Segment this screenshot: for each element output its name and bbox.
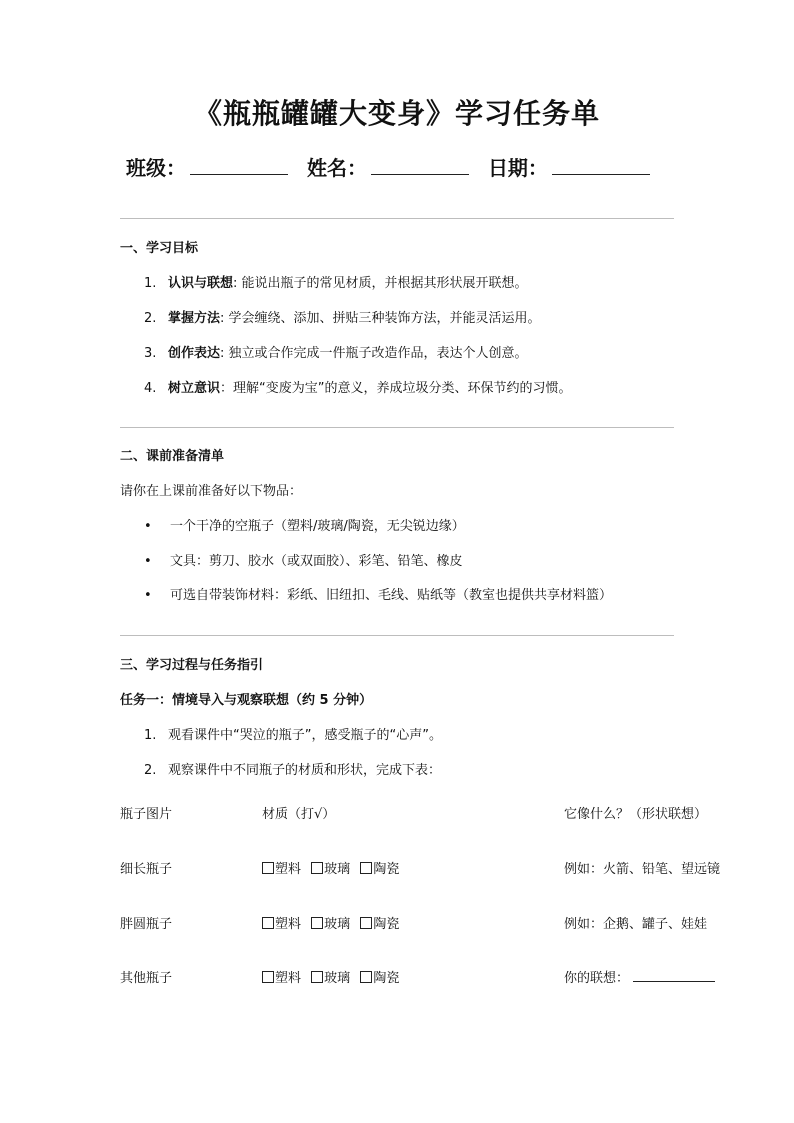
table-header-material: 材质（打√） — [262, 807, 336, 822]
table-row-association: 例如：企鹅、罐子、娃娃 — [564, 917, 708, 932]
divider — [120, 427, 674, 428]
section-heading-goals: 一、学习目标 — [120, 241, 199, 256]
step-text: 观察课件中不同瓶子的材质和形状，完成下表： — [168, 763, 442, 778]
goal-item — [144, 307, 541, 326]
goal-text: 独立或合作完成一件瓶子改造作品，表达个人创意。 — [228, 346, 528, 361]
material-options — [262, 913, 405, 932]
prep-item-text: 文具：剪刀、胶水（或双面胶）、彩笔、铅笔、橡皮 — [170, 554, 463, 569]
checkbox-icon[interactable] — [311, 971, 323, 983]
goal-text: 能说出瓶子的常见材质，并根据其形状展开联想。 — [241, 276, 528, 291]
checkbox-icon[interactable] — [360, 917, 372, 929]
goal-key: 树立意识 — [168, 381, 221, 396]
step-number: 1. — [144, 728, 157, 743]
checkbox-icon[interactable] — [360, 971, 372, 983]
table-row-association — [564, 967, 715, 986]
task-step — [144, 759, 441, 778]
checkbox-icon[interactable] — [360, 862, 372, 874]
goal-text: 理解“变废为宝”的意义，养成垃圾分类、环保节约的习惯。 — [233, 381, 572, 396]
prep-item — [144, 515, 465, 534]
student-info-line — [126, 152, 686, 181]
material-options — [262, 967, 405, 986]
material-option[interactable]: 塑料 — [262, 862, 301, 877]
page-title: 《瓶瓶罐罐大变身》学习任务单 — [193, 97, 600, 130]
table-row-name: 其他瓶子 — [120, 971, 173, 986]
goal-number: 3. — [144, 346, 157, 361]
table-row-association: 例如：火箭、铅笔、望远镜 — [564, 862, 721, 877]
goal-item — [144, 377, 572, 396]
divider — [120, 635, 674, 636]
goal-text: 学会缠绕、添加、拼贴三种装饰方法，并能灵活运用。 — [228, 311, 541, 326]
checkbox-icon[interactable] — [262, 862, 274, 874]
task1-heading: 任务一：情境导入与观察联想（约 5 分钟） — [120, 693, 373, 708]
section-heading-prep: 二、课前准备清单 — [120, 449, 225, 464]
table-header-association: 它像什么？（形状联想） — [564, 807, 708, 822]
goal-sep: : — [233, 276, 242, 291]
checkbox-icon[interactable] — [311, 917, 323, 929]
goal-sep: : — [220, 346, 229, 361]
material-option[interactable]: 塑料 — [262, 917, 301, 932]
name-blank[interactable] — [371, 156, 469, 175]
association-blank[interactable] — [633, 969, 715, 982]
goal-sep: ： — [220, 381, 234, 396]
bullet-icon: • — [144, 519, 152, 534]
goal-item — [144, 342, 528, 361]
prep-item — [144, 584, 612, 603]
goal-key: 认识与联想 — [168, 276, 234, 291]
prep-item-text: 可选自带装饰材料：彩纸、旧纽扣、毛线、贴纸等（教室也提供共享材料篮） — [170, 588, 613, 603]
checkbox-icon[interactable] — [262, 971, 274, 983]
goal-sep: : — [220, 311, 229, 326]
task-step — [144, 724, 442, 743]
prep-item — [144, 550, 463, 569]
checkbox-icon[interactable] — [311, 862, 323, 874]
material-options — [262, 858, 405, 877]
bullet-icon: • — [144, 554, 152, 569]
class-field — [126, 152, 288, 181]
association-label: 你的联想： — [564, 971, 630, 986]
date-field — [488, 152, 650, 181]
divider — [120, 218, 674, 219]
material-option[interactable]: 玻璃 — [311, 862, 350, 877]
goal-key: 创作表达 — [168, 346, 221, 361]
material-option[interactable]: 玻璃 — [311, 971, 350, 986]
goal-number: 2. — [144, 311, 157, 326]
material-option[interactable]: 陶瓷 — [360, 971, 399, 986]
step-number: 2. — [144, 763, 157, 778]
material-option[interactable]: 陶瓷 — [360, 862, 399, 877]
class-blank[interactable] — [190, 156, 288, 175]
goal-item — [144, 272, 528, 291]
table-row-name: 细长瓶子 — [120, 862, 173, 877]
goal-key: 掌握方法 — [168, 311, 221, 326]
checkbox-icon[interactable] — [262, 917, 274, 929]
name-label: 姓名： — [306, 156, 367, 180]
table-row-name: 胖圆瓶子 — [120, 917, 173, 932]
material-option[interactable]: 塑料 — [262, 971, 301, 986]
section-heading-process: 三、学习过程与任务指引 — [120, 658, 264, 673]
name-field — [307, 152, 469, 181]
prep-intro: 请你在上课前准备好以下物品： — [120, 484, 303, 499]
class-label: 班级： — [126, 156, 186, 180]
material-option[interactable]: 玻璃 — [311, 917, 350, 932]
bullet-icon: • — [144, 588, 152, 603]
prep-item-text: 一个干净的空瓶子（塑料/玻璃/陶瓷，无尖锐边缘） — [170, 519, 465, 534]
goal-number: 4. — [144, 381, 157, 396]
step-text: 观看课件中“哭泣的瓶子”，感受瓶子的“心声”。 — [168, 728, 442, 743]
date-label: 日期： — [487, 156, 548, 180]
table-header-image: 瓶子图片 — [120, 807, 173, 822]
date-blank[interactable] — [552, 156, 650, 175]
goal-number: 1. — [144, 276, 157, 291]
material-option[interactable]: 陶瓷 — [360, 917, 399, 932]
